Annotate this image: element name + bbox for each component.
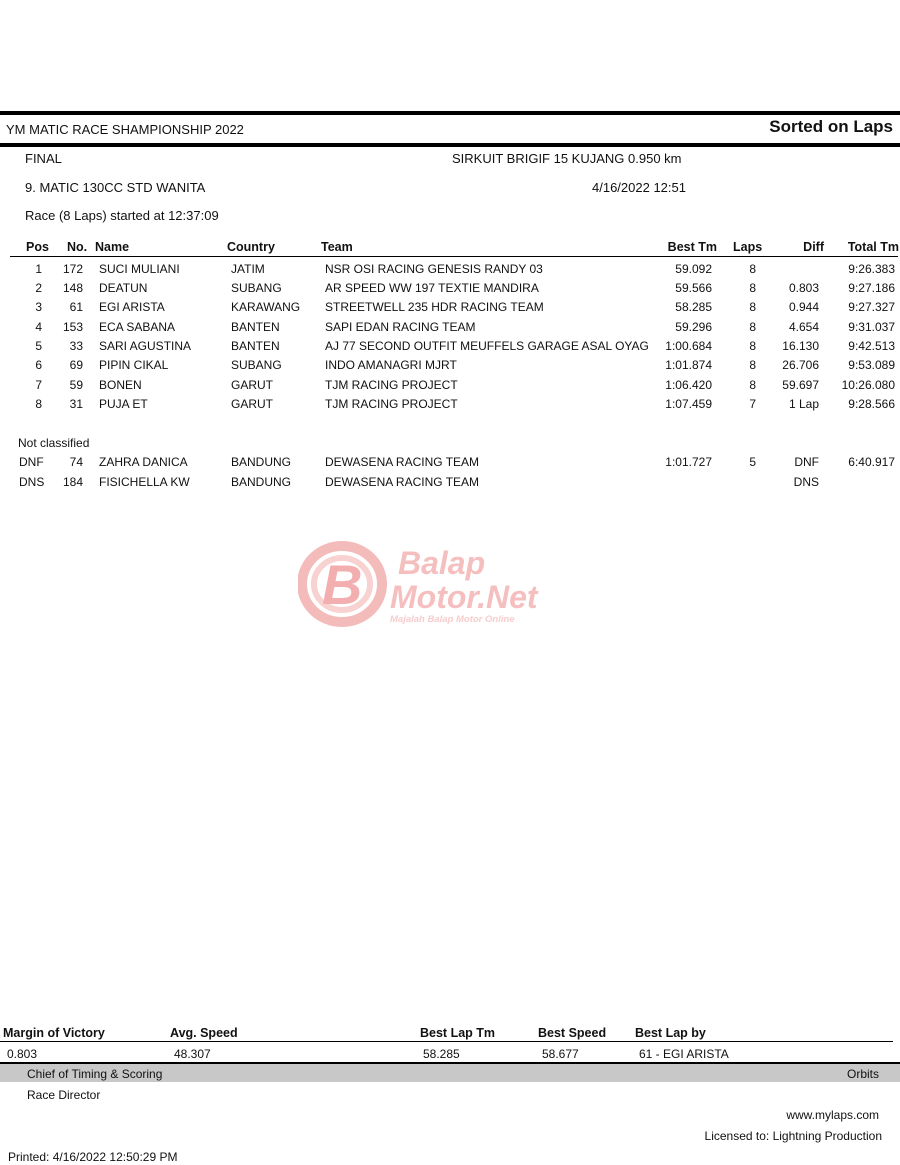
table-row <box>0 300 900 319</box>
cell-laps: 8 <box>749 300 756 314</box>
cell-no: 153 <box>62 320 83 334</box>
cell-total: 9:53.089 <box>848 358 895 372</box>
cell-team: DEWASENA RACING TEAM <box>325 455 480 469</box>
cell-total: 9:28.566 <box>848 397 895 411</box>
cell-diff: 16.130 <box>782 339 819 353</box>
session-label: FINAL <box>25 151 62 166</box>
cell-name: FISICHELLA KW <box>99 475 190 489</box>
cell-total: 9:26.383 <box>848 262 895 276</box>
cell-pos: 2 <box>35 281 42 295</box>
cell-no: 31 <box>69 397 83 411</box>
table-row <box>0 262 900 281</box>
watermark-graphic <box>298 538 603 628</box>
cell-country: BANTEN <box>231 339 280 353</box>
cell-best: 59.092 <box>675 262 712 276</box>
cell-best: 59.566 <box>675 281 712 295</box>
cell-laps: 7 <box>749 397 756 411</box>
sort-label: Sorted on Laps <box>769 117 893 136</box>
avg-speed-value: 48.307 <box>174 1047 211 1061</box>
best-speed-label: Best Speed <box>538 1026 607 1040</box>
best-lap-label: Best Lap Tm <box>420 1026 496 1040</box>
cell-diff: 59.697 <box>782 378 819 392</box>
margin-label: Margin of Victory <box>3 1026 105 1040</box>
watermark-line1: Balap <box>398 545 486 581</box>
svg-text:B: B <box>322 553 363 616</box>
circuit-label: SIRKUIT BRIGIF 15 KUJANG 0.950 km <box>452 151 682 166</box>
cell-no: 59 <box>69 378 83 392</box>
cell-status: DNF <box>19 455 44 469</box>
cell-best: 1:01.727 <box>665 455 712 469</box>
cell-best: 58.285 <box>675 300 712 314</box>
cell-pos: 5 <box>35 339 42 353</box>
cell-country: GARUT <box>231 378 273 392</box>
best-lap-value: 58.285 <box>423 1047 460 1061</box>
cell-team: AJ 77 SECOND OUTFIT MEUFFELS GARAGE ASAL OYAG <box>325 339 649 353</box>
cell-no: 61 <box>69 300 83 314</box>
best-lap-by-label: Best Lap by <box>635 1026 706 1040</box>
cell-team: DEWASENA RACING TEAM <box>325 475 480 489</box>
col-team: Team <box>321 240 353 254</box>
cell-best: 1:01.874 <box>665 358 712 372</box>
col-laps: Laps <box>733 240 763 254</box>
cell-country: BANTEN <box>231 320 280 334</box>
table-row <box>0 358 900 377</box>
not-classified-heading: Not classified <box>18 436 90 450</box>
cell-team: AR SPEED WW 197 TEXTIE MANDIRA <box>325 281 539 295</box>
cell-country: GARUT <box>231 397 273 411</box>
cell-diff: 0.944 <box>788 300 819 314</box>
class-label: 9. MATIC 130CC STD WANITA <box>25 180 206 195</box>
cell-pos: 4 <box>35 320 42 334</box>
cell-pos: 6 <box>35 358 42 372</box>
race-director-label: Race Director <box>27 1088 101 1102</box>
avg-speed-label: Avg. Speed <box>170 1026 238 1040</box>
cell-team: INDO AMANAGRI MJRT <box>325 358 457 372</box>
cell-laps: 8 <box>749 378 756 392</box>
championship-title: YM MATIC RACE SHAMPIONSHIP 2022 <box>6 122 244 137</box>
summary-rule <box>0 1041 893 1042</box>
cell-diff: DNS <box>793 475 819 489</box>
website-link[interactable]: www.mylaps.com <box>786 1108 879 1122</box>
cell-name: ZAHRA DANICA <box>99 455 188 469</box>
cell-no: 69 <box>69 358 83 372</box>
cell-diff: 0.803 <box>788 281 819 295</box>
cell-name: DEATUN <box>99 281 148 295</box>
cell-team: STREETWELL 235 HDR RACING TEAM <box>325 300 544 314</box>
datetime-label: 4/16/2022 12:51 <box>592 180 686 195</box>
col-country: Country <box>227 240 275 254</box>
watermark-tagline: Majalah Balap Motor Online <box>390 614 515 625</box>
cell-country: KARAWANG <box>231 300 301 314</box>
column-header-rule <box>10 256 898 257</box>
cell-team: TJM RACING PROJECT <box>325 378 458 392</box>
cell-country: SUBANG <box>231 358 282 372</box>
cell-pos: 7 <box>35 378 42 392</box>
table-row <box>0 281 900 300</box>
col-total: Total Tm <box>847 240 899 254</box>
cell-laps: 8 <box>749 358 756 372</box>
cell-pos: 8 <box>35 397 42 411</box>
cell-best: 1:00.684 <box>665 339 712 353</box>
cell-name: PIPIN CIKAL <box>99 358 169 372</box>
cell-pos: 1 <box>35 262 42 276</box>
col-best: Best Tm <box>667 240 717 254</box>
cell-diff: 4.654 <box>788 320 819 334</box>
cell-best: 59.296 <box>675 320 712 334</box>
race-info: Race (8 Laps) started at 12:37:09 <box>25 208 219 223</box>
best-lap-by-value: 61 - EGI ARISTA <box>639 1047 729 1061</box>
cell-pos: 3 <box>35 300 42 314</box>
cell-diff: DNF <box>794 455 819 469</box>
cell-total: 6:40.917 <box>848 455 895 469</box>
cell-no: 184 <box>62 475 83 489</box>
cell-laps: 8 <box>749 339 756 353</box>
cell-no: 74 <box>69 455 83 469</box>
cell-no: 33 <box>69 339 83 353</box>
margin-value: 0.803 <box>7 1047 38 1061</box>
cell-name: ECA SABANA <box>99 320 176 334</box>
cell-laps: 8 <box>749 262 756 276</box>
cell-laps: 5 <box>749 455 756 469</box>
best-speed-value: 58.677 <box>542 1047 579 1061</box>
license-label: Licensed to: Lightning Production <box>704 1129 882 1143</box>
cell-best: 1:07.459 <box>665 397 712 411</box>
table-row <box>0 339 900 358</box>
cell-team: SAPI EDAN RACING TEAM <box>325 320 476 334</box>
cell-country: BANDUNG <box>231 455 292 469</box>
col-pos: Pos <box>26 240 49 254</box>
cell-country: BANDUNG <box>231 475 292 489</box>
cell-team: TJM RACING PROJECT <box>325 397 458 411</box>
col-no: No. <box>67 240 88 254</box>
col-name: Name <box>95 240 130 254</box>
cell-name: EGI ARISTA <box>99 300 165 314</box>
cell-no: 172 <box>62 262 83 276</box>
header-rule <box>0 143 900 147</box>
cell-no: 148 <box>62 281 83 295</box>
balapmotor-watermark-logo <box>298 538 603 628</box>
cell-country: SUBANG <box>231 281 282 295</box>
cell-laps: 8 <box>749 320 756 334</box>
watermark-line2: Motor.Net <box>390 579 538 615</box>
col-diff: Diff <box>803 240 824 254</box>
cell-best: 1:06.420 <box>665 378 712 392</box>
table-row <box>0 475 900 494</box>
cell-diff: 26.706 <box>782 358 819 372</box>
cell-name: SARI AGUSTINA <box>99 339 192 353</box>
table-row <box>0 320 900 339</box>
table-row <box>0 378 900 397</box>
top-rule <box>0 111 900 115</box>
cell-total: 10:26.080 <box>841 378 895 392</box>
cell-name: BONEN <box>99 378 142 392</box>
cell-total: 9:27.327 <box>848 300 895 314</box>
orbits-label: Orbits <box>846 1067 879 1081</box>
table-row <box>0 397 900 416</box>
cell-total: 9:27.186 <box>848 281 895 295</box>
cell-country: JATIM <box>231 262 265 276</box>
table-row <box>0 455 900 474</box>
cell-status: DNS <box>19 475 45 489</box>
cell-total: 9:42.513 <box>848 339 895 353</box>
cell-name: PUJA ET <box>99 397 148 411</box>
cell-total: 9:31.037 <box>848 320 895 334</box>
cell-diff: 1 Lap <box>788 397 819 411</box>
chief-label: Chief of Timing & Scoring <box>27 1067 163 1081</box>
cell-team: NSR OSI RACING GENESIS RANDY 03 <box>325 262 543 276</box>
printed-timestamp: Printed: 4/16/2022 12:50:29 PM <box>8 1150 178 1164</box>
cell-name: SUCI MULIANI <box>99 262 180 276</box>
cell-laps: 8 <box>749 281 756 295</box>
